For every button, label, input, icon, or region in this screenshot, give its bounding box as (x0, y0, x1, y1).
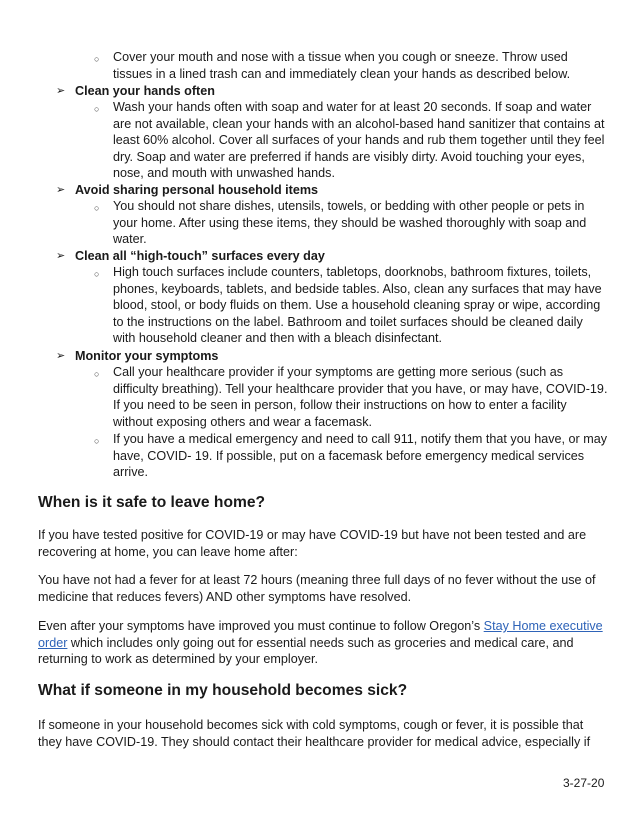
household-sick-para: If someone in your household becomes sick with cold symptoms, cough or fever, it is possible that they have COVID-19. They should contact their healthcare provider for medical advice, especially if (38, 718, 591, 749)
sub-bullet-icon: ○ (94, 104, 100, 114)
leave-home-para-3 (38, 618, 608, 668)
cover-mouth-item: Cover your mouth and nose with a tissue when you cough or sneeze. Throw used tissues in a lined trash can and immediately clean your hands as described below. (113, 50, 571, 81)
sub-bullet-icon: ○ (94, 269, 100, 279)
symptoms-item-2: If you have a medical emergency and need to call 911, notify them that you have, or may have, COVID- 19. If possible, put on a facemask before emergency medical services arrive. (113, 432, 608, 480)
leave-home-para-1: If you have tested positive for COVID-19 or may have COVID-19 but have not been tested and are recovering at home, you can leave home after: (38, 528, 587, 559)
sharing-item: You should not share dishes, utensils, towels, or bedding with other people or pets in your home. After using these items, they should be washed thoroughly with soap and water. (113, 199, 587, 247)
para-3-text-after: which includes only going out for essential needs such as groceries and medical care, and returning to work as determined by your employer. (38, 635, 574, 667)
arrow-bullet-icon: ➢ (56, 250, 66, 262)
footer-date: 3-27-20 (563, 776, 605, 790)
household-sick-heading: What if someone in my household becomes sick? (38, 682, 408, 699)
surfaces-item: High touch surfaces include counters, tabletops, doorknobs, bathroom fixtures, toilets, phones, keyboards, tablets, and bedside tables. Also, clean any surfaces that may have blood, stool, or body fluids on them. Use a household cleaning spray or wipe, according to the instructions on the label. Bathroom and toilet surfaces should be cleaned daily with household cleaner and then with a bleach disinfectant. (113, 265, 602, 346)
para-3-text-before: Even after your symptoms have improved you must continue to follow Oregon’s (38, 619, 484, 633)
symptoms-heading: Monitor your symptoms (75, 349, 219, 363)
hands-item: Wash your hands often with soap and water for at least 20 seconds. If soap and water are not available, clean your hands with an alcohol-based hand sanitizer that contains at least 60% alcohol. Cover all surfaces of your hands and rub them together until they feel dry. Soap and water are preferred if hands are visibly dirty. Avoid touching your eyes, nose, and mouth with unwashed hands. (113, 100, 605, 181)
sub-bullet-icon: ○ (94, 203, 100, 213)
sharing-heading: Avoid sharing personal household items (75, 183, 319, 197)
leave-home-para-2: You have not had a fever for at least 72 hours (meaning three full days of no fever without the use of medicine that reduces fevers) AND other symptoms have resolved. (38, 573, 596, 604)
arrow-bullet-icon: ➢ (56, 184, 66, 196)
arrow-bullet-icon: ➢ (56, 350, 66, 362)
sub-bullet-icon: ○ (94, 436, 100, 446)
sub-bullet-icon: ○ (94, 369, 100, 379)
sub-bullet-icon: ○ (94, 54, 100, 64)
leave-home-heading: When is it safe to leave home? (38, 494, 266, 511)
symptoms-item-1: Call your healthcare provider if your symptoms are getting more serious (such as difficulty breathing). Tell your healthcare provider that you have, or may have, COVID-19. If you need to be seen in person, follow their instructions on how to enter a facility without exposing others and wear a facemask. (113, 365, 608, 429)
hands-heading: Clean your hands often (75, 84, 215, 98)
arrow-bullet-icon: ➢ (56, 85, 66, 97)
stay-home-order-link[interactable]: Stay Home executive order (38, 619, 603, 650)
surfaces-heading: Clean all “high-touch” surfaces every day (75, 249, 325, 263)
